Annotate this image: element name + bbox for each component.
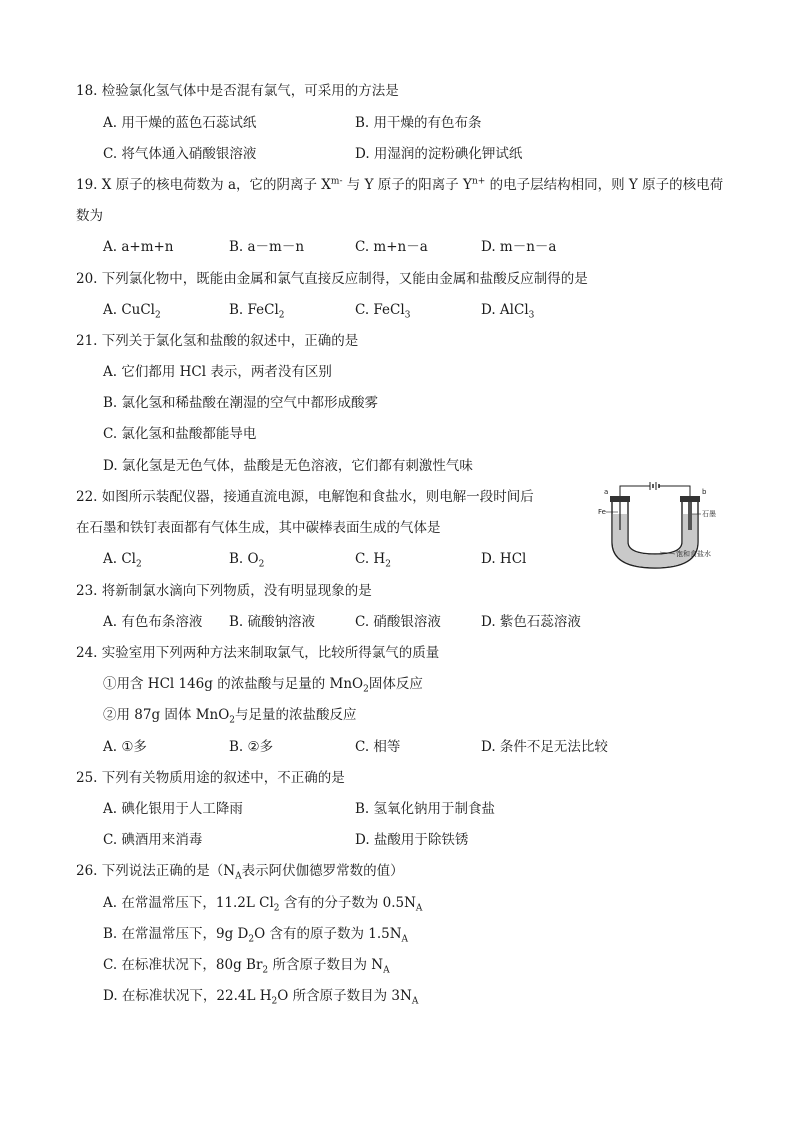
q24-option-a: A. ①多 bbox=[103, 739, 147, 755]
label-b: b bbox=[702, 488, 707, 496]
q26-option-d: D. 在标准状况下，22.4L $H_2O$ 所含原子数目为 $3N_A$ bbox=[103, 988, 419, 1007]
q23-option-a: A. 有色布条溶液 bbox=[103, 614, 203, 630]
q20-stem: 20. 下列氯化物中，既能由金属和氯气直接反应制得，又能由金属和盐酸反应制得的是 bbox=[76, 271, 588, 287]
label-graphite: 石墨 bbox=[702, 510, 716, 518]
graphite-electrode bbox=[688, 502, 692, 530]
q24-method-2: ②用 87g 固体 MnO$_2$与足量的浓盐酸反应 bbox=[103, 707, 357, 726]
q20-option-a: A. CuCl$_2$ bbox=[103, 302, 161, 321]
q21-option-b: B. 氯化氢和稀盐酸在潮湿的空气中都形成酸雾 bbox=[103, 395, 379, 411]
q22-option-c: C. $H_2$ bbox=[355, 551, 391, 570]
q24-option-d: D. 条件不足无法比较 bbox=[481, 739, 608, 755]
q18-option-a: A. 用干燥的蓝色石蕊试纸 bbox=[103, 115, 257, 131]
q23-option-d: D. 紫色石蕊溶液 bbox=[481, 614, 581, 630]
q25-stem: 25. 下列有关物质用途的叙述中，不正确的是 bbox=[76, 770, 345, 786]
q26-stem: 26. 下列说法正确的是（$N_A$表示阿伏伽德罗常数的值） bbox=[76, 863, 404, 882]
q22-option-a: A. $Cl_2$ bbox=[103, 551, 142, 570]
electrolysis-u-tube-diagram bbox=[598, 480, 720, 574]
battery-icon bbox=[620, 482, 690, 502]
left-stopper bbox=[610, 496, 630, 502]
q24-option-c: C. 相等 bbox=[355, 739, 401, 755]
q22-stem: 22. 如图所示装配仪器，接通直流电源，电解饱和食盐水，则电解一段时间后 bbox=[76, 489, 534, 505]
q26-option-a: A. 在常温常压下，11.2L $Cl_2$ 含有的分子数为 $0.5N_A$ bbox=[103, 895, 423, 914]
q21-option-a: A. 它们都用 HCl 表示，两者没有区别 bbox=[103, 364, 332, 380]
q18-stem: 18. 检验氯化氢气体中是否混有氯气，可采用的方法是 bbox=[76, 83, 399, 99]
right-stopper bbox=[680, 496, 700, 502]
q20-option-b: B. FeCl$_2$ bbox=[229, 302, 285, 321]
q20-option-c: C. FeCl$_3$ bbox=[355, 302, 411, 321]
q19-stem: 19. X 原子的核电荷数为 a，它的阴离子 $X^{m-}$ 与 Y 原子的阳离子 $Y^{n+}$ 的电子层结构相同，则 Y 原子的核电荷 bbox=[76, 176, 724, 193]
q24-option-b: B. ②多 bbox=[229, 739, 274, 755]
q19-option-c: C. m+n－a bbox=[355, 239, 428, 255]
label-a: a bbox=[604, 488, 609, 496]
q22-option-d: D. HCl bbox=[481, 551, 527, 567]
q25-option-a: A. 碘化银用于人工降雨 bbox=[103, 801, 243, 817]
label-fe: Fe bbox=[598, 508, 606, 516]
q21-stem: 21. 下列关于氯化氢和盐酸的叙述中，正确的是 bbox=[76, 333, 359, 349]
q19-stem-cont: 数为 bbox=[76, 208, 103, 224]
q26-option-c: C. 在标准状况下，80g $Br_2$ 所含原子数目为 $N_A$ bbox=[103, 957, 390, 976]
q19-option-b: B. a－m－n bbox=[229, 239, 305, 255]
q26-option-b: B. 在常温常压下，9g $D_2O$ 含有的原子数为 $1.5N_A$ bbox=[103, 926, 409, 945]
q22-option-b: B. $O_2$ bbox=[229, 551, 265, 570]
q25-option-b: B. 氢氧化钠用于制食盐 bbox=[355, 801, 496, 817]
q24-method-1: ①用含 HCl 146g 的浓盐酸与足量的 MnO$_2$固体反应 bbox=[103, 676, 423, 695]
q25-option-c: C. 碘酒用来消毒 bbox=[103, 832, 203, 848]
q23-stem: 23. 将新制氯水滴向下列物质，没有明显现象的是 bbox=[76, 583, 372, 599]
q19-option-a: A. a+m+n bbox=[103, 239, 174, 255]
q18-option-c: C. 将气体通入硝酸银溶液 bbox=[103, 146, 257, 162]
q21-option-d: D. 氯化氢是无色气体，盐酸是无色溶液，它们都有刺激性气味 bbox=[103, 458, 473, 474]
q22-stem-cont: 在石墨和铁钉表面都有气体生成，其中碳棒表面生成的气体是 bbox=[76, 520, 441, 536]
label-brine: 饱和食盐水 bbox=[676, 550, 711, 558]
q20-option-d: D. AlCl$_3$ bbox=[481, 302, 535, 321]
q23-option-b: B. 硫酸钠溶液 bbox=[229, 614, 316, 630]
q18-option-b: B. 用干燥的有色布条 bbox=[355, 115, 482, 131]
q21-option-c: C. 氯化氢和盐酸都能导电 bbox=[103, 426, 257, 442]
q24-stem: 24. 实验室用下列两种方法来制取氯气，比较所得氯气的质量 bbox=[76, 645, 440, 661]
brine-liquid bbox=[613, 514, 698, 567]
q18-option-d: D. 用湿润的淀粉碘化钾试纸 bbox=[355, 146, 523, 162]
q23-option-c: C. 硝酸银溶液 bbox=[355, 614, 441, 630]
q19-option-d: D. m－n－a bbox=[481, 239, 557, 255]
q25-option-d: D. 盐酸用于除铁锈 bbox=[355, 832, 469, 848]
